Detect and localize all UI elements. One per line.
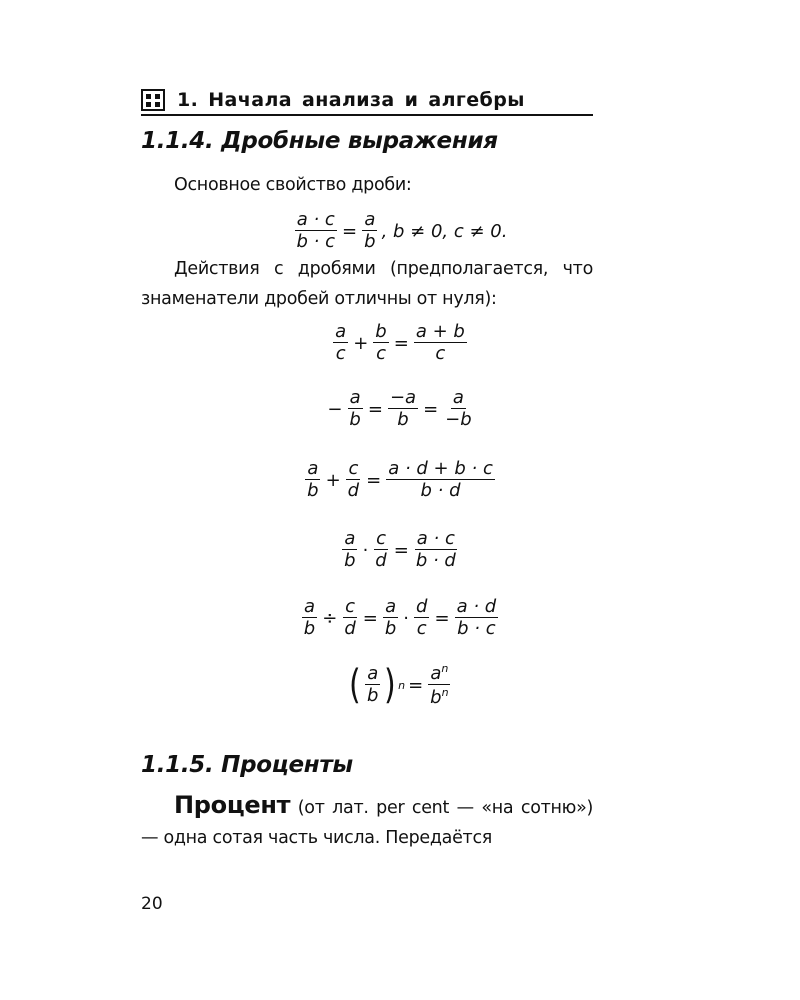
formula-power: ( $\frac{a}{b}$ ) n = $\frac{a^n}{b^n}$ [349,662,449,708]
actions-intro: Действия с дробями (предполагается, что знаменатели дробей отличны от нуля): [141,259,593,309]
calculator-icon [141,89,165,111]
formula-multiplication: $\frac{a}{b}$ · $\frac{c}{d}$ = $\frac{a \cdot c}{b \cdot d}$ [344,528,456,571]
fraction: $\frac{a}{b}$ [364,209,376,252]
fraction: $\frac{a \cdot c}{b \cdot c}$ [296,209,336,252]
percent-definition [141,790,593,853]
property-intro: Основное свойство дроби: [174,175,412,195]
chapter-title: 1. Начала анализа и алгебры [177,89,525,111]
formula-addition: $\frac{a}{b}$ + $\frac{c}{d}$ = $\frac{a \cdot d + b \cdot c}{b \cdot d}$ [307,458,493,501]
section-heading-fractions: 1.1.4. Дробные выражения [141,128,498,154]
section-heading-percents: 1.1.5. Проценты [141,752,353,778]
term-percent: Процент [174,791,291,819]
formula-negation: − $\frac{a}{b}$ = $\frac{-a}{b}$ = $\frac{a}{-b}$ [327,387,472,430]
condition-text: , b ≠ 0, c ≠ 0. [381,220,508,242]
formula-basic-property: $\frac{a \cdot c}{b \cdot c}$ = $\frac{a}{b}$ , b ≠ 0, c ≠ 0. [296,209,508,252]
chapter-header [141,86,593,116]
percent-definition-text: (от лат. per cent — «на сотню») — одна сотая часть числа. Передаётся [141,798,593,848]
formula-division: $\frac{a}{b}$ ÷ $\frac{c}{d}$ = $\frac{a}{b}$ · $\frac{d}{c}$ = $\frac{a \cdot d}{b \cdot c}$ [303,596,497,639]
page-number: 20 [141,894,163,914]
formula-addition-same-denominator: $\frac{a}{c}$ + $\frac{b}{c}$ = $\frac{a + b}{c}$ [335,321,465,364]
